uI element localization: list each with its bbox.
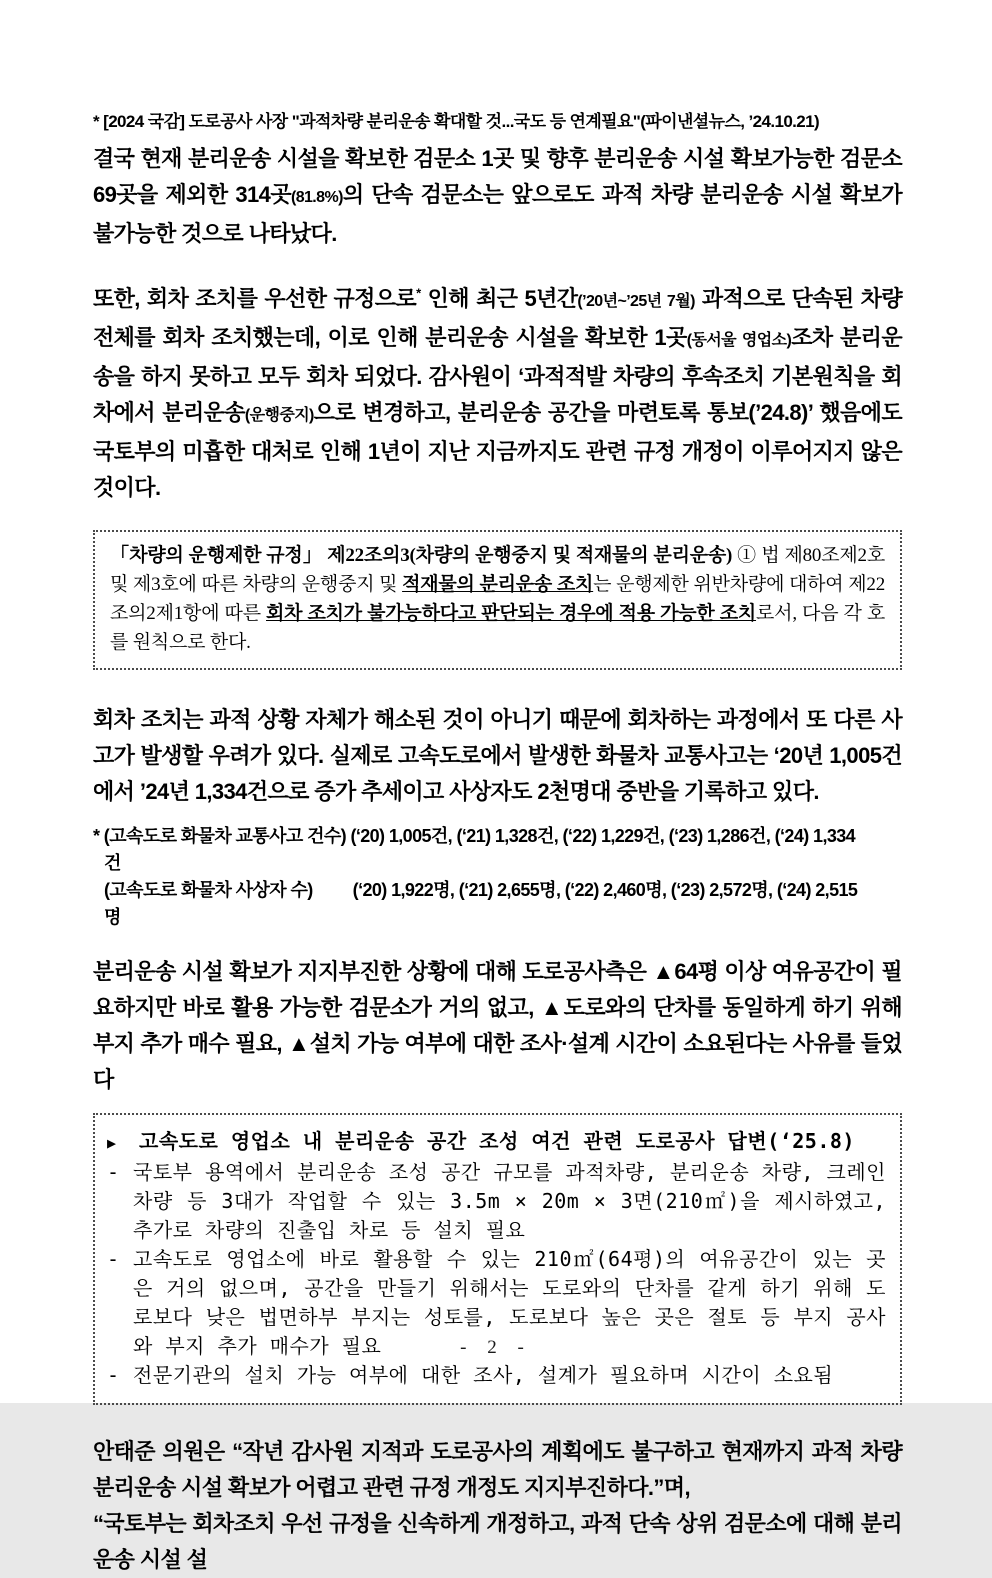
answer-box-title: 고속도로 영업소 내 분리운송 공간 조성 여건 관련 도로공사 답변(‘25.8) — [139, 1129, 855, 1153]
regulation-text: 로서, 다음 각 호를 원칙으로 한다. — [110, 603, 886, 653]
dash-bullet: - — [107, 1363, 120, 1387]
regulation-title: 「차량의 운행제한 규정」 제22조의3(차량의 운행중지 및 적재물의 분리운송) — [110, 545, 733, 566]
footnote-values: (‘20) 1,922명, (‘21) 2,655명, (‘22) 2,460명, (‘23) 2,572명, (‘24) 2,515 — [352, 880, 858, 900]
paragraph-text: 또한, 회차 조치를 우선한 규정으로 — [93, 286, 417, 311]
dash-bullet: - — [107, 1247, 120, 1271]
regulation-quote-box — [93, 530, 902, 670]
paragraph-text: 으로 변경하고, 분리운송 공간을 마련토록 통보(’24.8)’ 했음에도 국토부의 미흡한 대처로 인해 1년이 지난 지금까지도 관련 규정 개정이 이루어지지 않은 것이다. — [93, 400, 902, 500]
paragraph-facility-summary — [93, 141, 902, 252]
answer-box-item — [107, 1361, 886, 1390]
triangle-bullet-icon: ▶ — [107, 1134, 117, 1152]
paragraph-text: 인해 최근 5년간 — [420, 286, 578, 311]
regulation-text: ① 법 제80조제2호 및 제3호에 따른 차량의 운행중지 및 — [110, 545, 885, 595]
answer-item-text: 전문기관의 설치 가능 여부에 대한 조사, 설계가 필요하며 시간이 소요됨 — [133, 1363, 834, 1387]
suspension-parenthetical: (운행중지) — [244, 407, 314, 424]
quote-line: 안태준 의원은 “작년 감사원 지적과 도로공사의 계획에도 불구하고 현재까지 과적 차량 분리운송 시설 확보가 어렵고 관련 규정 개정도 지지부진하다.”며, — [93, 1439, 902, 1500]
page-number: - 2 - — [460, 1337, 532, 1358]
paragraph-corp-reasons: 분리운송 시설 확보가 지지부진한 상황에 대해 도로공사측은 ▲64평 이상 여유공간이 필요하지만 바로 활용 가능한 검문소가 거의 없고, ▲도로와의 단차를 동일하게 하기 위해 부지 추가 매수 필요, ▲설치 가능 여부에 대한 조사·설계 시간이 소요된다는 사유를 들었다 — [93, 959, 902, 1092]
regulation-underlined-text: 회차 조치가 불가능하다고 판단되는 경우에 적용 가능한 조치 — [266, 603, 757, 624]
paragraph-text: 과적으로 단속된 차량 전체를 회차 조치했는데, 이로 인해 분리운송 시설을 확보한 1곳 — [93, 286, 902, 350]
paragraph-accident-trend: 회차 조치는 과적 상황 자체가 해소된 것이 아니기 때문에 회차하는 과정에서 또 다른 사고가 발생할 우려가 있다. 실제로 고속도로에서 발생한 화물차 교통사고는 ‘20년 1,005건에서 ’24년 1,334건으로 증가 추세이고 사상자도 2천명대 중반을 기록하고 있다. — [93, 707, 902, 804]
paragraph-lawmaker-quote — [93, 1434, 902, 1578]
footnote-wrap-unit: 건 — [104, 853, 121, 873]
quote-line: “국토부는 회차조치 우선 규정을 신속하게 개정하고, 과적 단속 상위 검문소에 대해 분리운송 시설 설 — [93, 1511, 902, 1572]
answer-item-text: 국토부 용역에서 분리운송 조성 공간 규모를 과적차량, 분리운송 차량, 크레인 차량 등 3대가 작업할 수 있는 3.5m × 20m × 3면(210㎡)을 제시하였고, 추가로 차량의 진출입 차로 등 설치 필요 — [133, 1160, 886, 1242]
paragraph-text: 조차 분리운송을 하지 못하고 모두 회차 되었다. 감사원이 ‘과적적발 차량의 후속조치 기본원칙을 회차에서 분리운송 — [93, 325, 902, 425]
paragraph-hoecha-regulation — [93, 281, 902, 506]
regulation-text: 는 운행제한 위반차량에 대하여 제22조의2제1항에 따른 — [110, 574, 885, 624]
answer-box-title-row — [107, 1127, 886, 1158]
footnote-accident-counts: * (고속도로 화물차 교통사고 건수) (‘20) 1,005건, (‘21) 1,328건, (‘22) 1,229건, (‘23) 1,286건, (‘24) 1,334 — [93, 826, 856, 846]
footnote-casualty-counts — [93, 877, 902, 904]
answer-item-text: 고속도로 영업소에 바로 활용할 수 있는 210㎡(64평)의 여유공간이 있는 곳은 거의 없으며, 공간을 만들기 위해서는 도로와의 단차를 같게 하기 위해 도로보다 낮은 법면하부 부지는 성토를, 도로보다 높은 곳은 절토 등 부지 공사와 부지 추가 매수가 필요 — [133, 1247, 886, 1358]
paragraph-text: 결국 현재 분리운송 시설을 확보한 검문소 1곳 및 향후 분리운송 시설 확보가능한 검문소 69곳을 제외한 314곳 — [93, 146, 902, 207]
footnote-label: (고속도로 화물차 사상자 수) — [104, 880, 313, 900]
road-corp-answer-box — [93, 1113, 902, 1405]
percentage-parenthetical: (81.8%) — [290, 189, 343, 206]
dash-bullet: - — [107, 1160, 120, 1184]
regulation-underlined-text: 적재물의 분리운송 조치 — [402, 574, 594, 595]
reference-note: * [2024 국감] 도로공사 사장 "과적차량 분리운송 확대할 것...국도 등 연계필요"(파이낸셜뉴스, ’24.10.21) — [93, 112, 820, 131]
paragraph-text: 의 단속 검문소는 앞으로도 과적 차량 분리운송 시설 확보가 불가능한 것으로 나타났다. — [93, 182, 902, 246]
office-parenthetical: (동서울 영업소) — [686, 332, 792, 349]
answer-box-item — [107, 1158, 886, 1245]
footnote-asterisk: * — [416, 285, 421, 301]
footnote-wrap-unit: 명 — [104, 907, 121, 927]
statistics-footnote — [93, 823, 902, 931]
period-parenthetical: (’20년~’25년 7월) — [577, 293, 695, 310]
